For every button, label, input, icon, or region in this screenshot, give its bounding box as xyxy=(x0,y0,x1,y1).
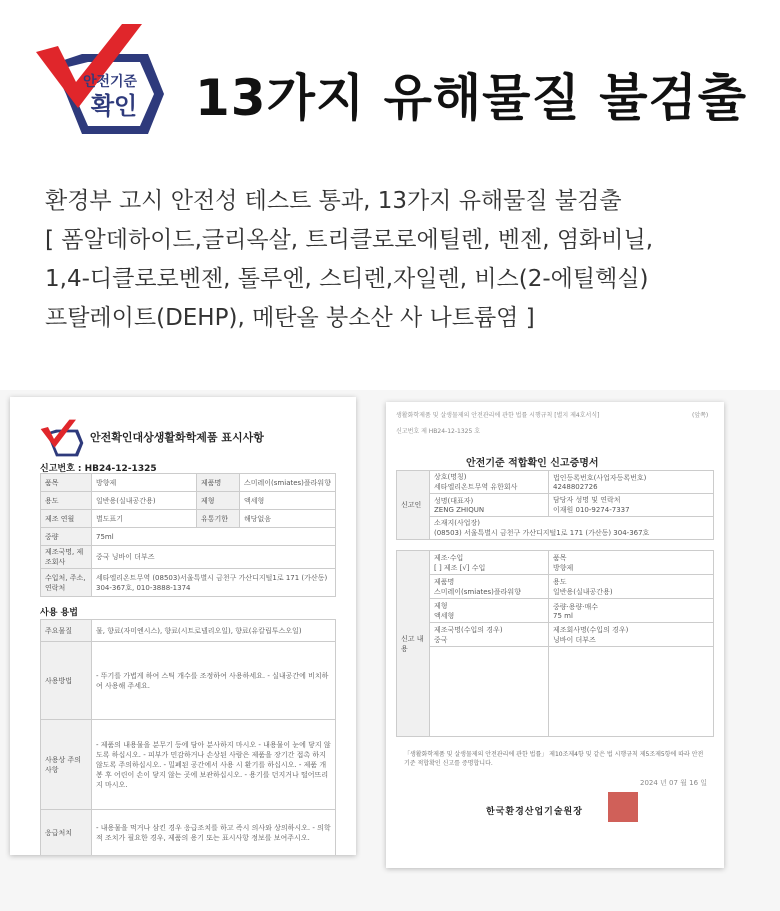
cert-date: 2024 년 07 월 16 일 xyxy=(640,779,708,787)
cert-header-note: 생활화학제품 및 살생물제의 안전관리에 관한 법률 시행규칙 [별지 제4호서식] xyxy=(396,412,600,419)
field-value: 4248802726 xyxy=(553,483,598,491)
table-row xyxy=(41,474,336,492)
table-row xyxy=(41,569,336,597)
table-row xyxy=(41,510,336,528)
table-cell xyxy=(430,647,549,737)
table-cell xyxy=(430,471,549,494)
table-cell xyxy=(549,471,714,494)
table-header-cell: 신고 내용 xyxy=(397,551,430,737)
table-cell: 해당없음 xyxy=(240,510,336,528)
table-cell: 중국 닝바이 더부즈 xyxy=(92,546,336,569)
page-headline: 13가지 유해물질 불검출 xyxy=(195,69,748,127)
table-header-cell: 신고인 xyxy=(397,471,430,540)
field-label: 제품명 xyxy=(434,577,455,586)
table-header-cell: 응급처치 xyxy=(41,810,92,856)
table-cell xyxy=(430,517,714,540)
table-header-cell: 주요물질 xyxy=(41,620,92,642)
field-label: 제조회사명(수입의 경우) xyxy=(553,625,629,634)
reporter-table xyxy=(396,470,714,540)
label-info-table xyxy=(40,473,336,597)
field-label: 용도 xyxy=(553,577,567,586)
table-cell xyxy=(549,623,714,647)
table-header-cell: 사용방법 xyxy=(41,642,92,720)
field-label: 성명(대표자) xyxy=(434,497,474,505)
field-label: 제조국명(수입의 경우) xyxy=(434,625,503,634)
table-cell: 스미레이(smiates)플라워향 xyxy=(240,474,336,492)
table-cell: 별도표기 xyxy=(92,510,197,528)
header xyxy=(0,0,780,170)
cert-number: 신고번호 제 HB24-12-1325 호 xyxy=(396,428,480,435)
report-content-table xyxy=(396,550,714,737)
field-value: 닝바이 더부즈 xyxy=(553,635,596,644)
safety-check-badge-small-icon xyxy=(38,419,86,459)
field-value: 일반용(실내공간용) xyxy=(553,587,613,596)
description-line: [ 폼알데하이드,글리옥살, 트리클로로에틸렌, 벤젠, 염화비닐, xyxy=(45,227,654,253)
table-row xyxy=(41,492,336,510)
description-line: 프탈레이트(DEHP), 메탄올 붕소산 사 나트륨염 ] xyxy=(45,305,535,331)
table-row xyxy=(397,517,714,540)
field-label: 소재지(사업장) xyxy=(434,519,481,527)
table-header-cell: 제형 xyxy=(197,492,240,510)
badge-line2: 확인 xyxy=(90,92,138,120)
field-value: 세타엘리온트무역 유한회사 xyxy=(434,483,518,491)
table-header-cell: 사용상 주의사항 xyxy=(41,720,92,810)
table-header-cell: 수입처, 주소, 연락처 xyxy=(41,569,92,597)
table-row xyxy=(397,551,714,575)
table-cell: - 내용물을 먹거나 삼킨 경우 응급조치를 하고 즉시 의사와 상의하시오. - 의학적 조치가 필요한 경우, 제품의 용기 또는 표시사항 정보를 보여주시오. xyxy=(92,810,336,856)
table-cell: 물, 향료(자미엔시스), 향료(시트로넬리오일), 향료(유칼립투스오일) xyxy=(92,620,336,642)
table-cell xyxy=(549,494,714,517)
documents-area xyxy=(0,390,780,911)
usage-section-title: 사용 용법 xyxy=(40,608,78,618)
usage-table xyxy=(40,619,336,855)
table-cell: 액세형 xyxy=(240,492,336,510)
cert-issuer: 한국환경산업기술원장 xyxy=(486,807,583,817)
description-line: 1,4-디클로로벤젠, 톨루엔, 스티렌,자일렌, 비스(2-에틸헥실) xyxy=(45,266,649,292)
field-label: 법인등록번호(사업자등록번호) xyxy=(553,474,647,482)
table-cell xyxy=(430,599,549,623)
table-cell xyxy=(430,494,549,517)
table-row xyxy=(41,546,336,569)
field-value: 스미레이(smiates)플라워향 xyxy=(434,587,521,596)
table-cell xyxy=(430,623,549,647)
certificate-document xyxy=(386,402,724,868)
field-value: 이재원 010-9274-7337 xyxy=(553,506,630,514)
description-line: 환경부 고시 안전성 테스트 통과, 13가지 유해물질 불검출 xyxy=(45,188,622,214)
field-label: 품목 xyxy=(553,553,567,562)
table-cell: - 제품의 내용물을 분무기 등에 담아 분사하지 마시오 - 내용물이 눈에 닿지 않도록 하십시오. - 피부가 민감하거나 손상된 사람은 제품을 장기간 접촉 하지 않도록 주의하십시오. - 밀폐된 공간에서 사용 시 환기를 하십시오. - 제품 개봉 후 어린이 손이 닿지 않는 곳에 보관하십시오. - 용기를 던지거나 떨어뜨리지 마시오. xyxy=(92,720,336,810)
table-row xyxy=(41,720,336,810)
table-header-cell: 제조국명, 제조회사 xyxy=(41,546,92,569)
table-cell xyxy=(549,551,714,575)
cert-corner-note: (앞쪽) xyxy=(692,412,709,419)
table-cell: 세타엘리온트무역 (08503)서울특별시 금천구 가산디지털1로 171 (가산동) 304-367호, 010-3888-1374 xyxy=(92,569,336,597)
badge-line1: 안전기준 xyxy=(82,74,138,90)
table-row xyxy=(41,810,336,856)
table-row xyxy=(397,599,714,623)
table-cell xyxy=(549,647,714,737)
table-row xyxy=(41,620,336,642)
table-header-cell: 품목 xyxy=(41,474,92,492)
field-label: 중량·용량·매수 xyxy=(553,602,599,611)
product-label-document xyxy=(10,397,356,855)
official-seal-icon xyxy=(608,792,638,822)
field-label: 담당자 성명 및 연락처 xyxy=(553,496,621,504)
field-value: ZENG ZHIQUN xyxy=(434,506,485,514)
table-cell: 일반용(실내공간용) xyxy=(92,492,197,510)
table-header-cell: 중량 xyxy=(41,528,92,546)
label-doc-title: 안전확인대상생활화학제품 표시사항 xyxy=(90,431,264,444)
label-doc-registration: 신고번호 : HB24-12-1325 xyxy=(40,464,157,474)
field-value: 중국 xyxy=(434,635,448,644)
table-header-cell: 유통기한 xyxy=(197,510,240,528)
table-row xyxy=(41,528,336,546)
field-label: 상호(명칭) xyxy=(434,473,467,481)
safety-check-badge-icon xyxy=(30,22,170,142)
field-value: 액세형 xyxy=(434,611,455,620)
table-row xyxy=(397,647,714,737)
field-value: [ ] 제조 [√] 수입 xyxy=(434,563,486,572)
table-cell: 75ml xyxy=(92,528,336,546)
table-header-cell: 용도 xyxy=(41,492,92,510)
table-cell: - 뚜기를 가볍게 하여 스틱 개수를 조정하여 사용하세요. - 실내공간에 비치하여 사용해 주세요. xyxy=(92,642,336,720)
description xyxy=(45,182,745,338)
table-row xyxy=(397,494,714,517)
table-row xyxy=(397,575,714,599)
cert-footer-text: 「생활화학제품 및 살생물제의 안전관리에 관한 법률」 제10조제4항 및 같은 법 시행규칙 제5조제5항에 따라 안전기준 적합확인 신고를 증명합니다. xyxy=(404,751,704,767)
field-label: 제형 xyxy=(434,601,448,610)
table-cell xyxy=(549,575,714,599)
table-cell xyxy=(549,599,714,623)
table-row xyxy=(397,623,714,647)
table-header-cell: 제품명 xyxy=(197,474,240,492)
field-value: 75 ml xyxy=(553,611,573,620)
table-cell xyxy=(430,551,549,575)
table-row xyxy=(397,471,714,494)
certificate-title: 안전기준 적합확인 신고증명서 xyxy=(466,458,599,469)
field-value: (08503) 서울특별시 금천구 가산디지털1로 171 (가산동) 304-367호 xyxy=(434,529,650,537)
table-cell xyxy=(430,575,549,599)
field-value: 방향제 xyxy=(553,563,574,572)
field-label: 제조·수입 xyxy=(434,553,464,562)
table-cell: 방향제 xyxy=(92,474,197,492)
table-row xyxy=(41,642,336,720)
table-header-cell: 제조 연월 xyxy=(41,510,92,528)
